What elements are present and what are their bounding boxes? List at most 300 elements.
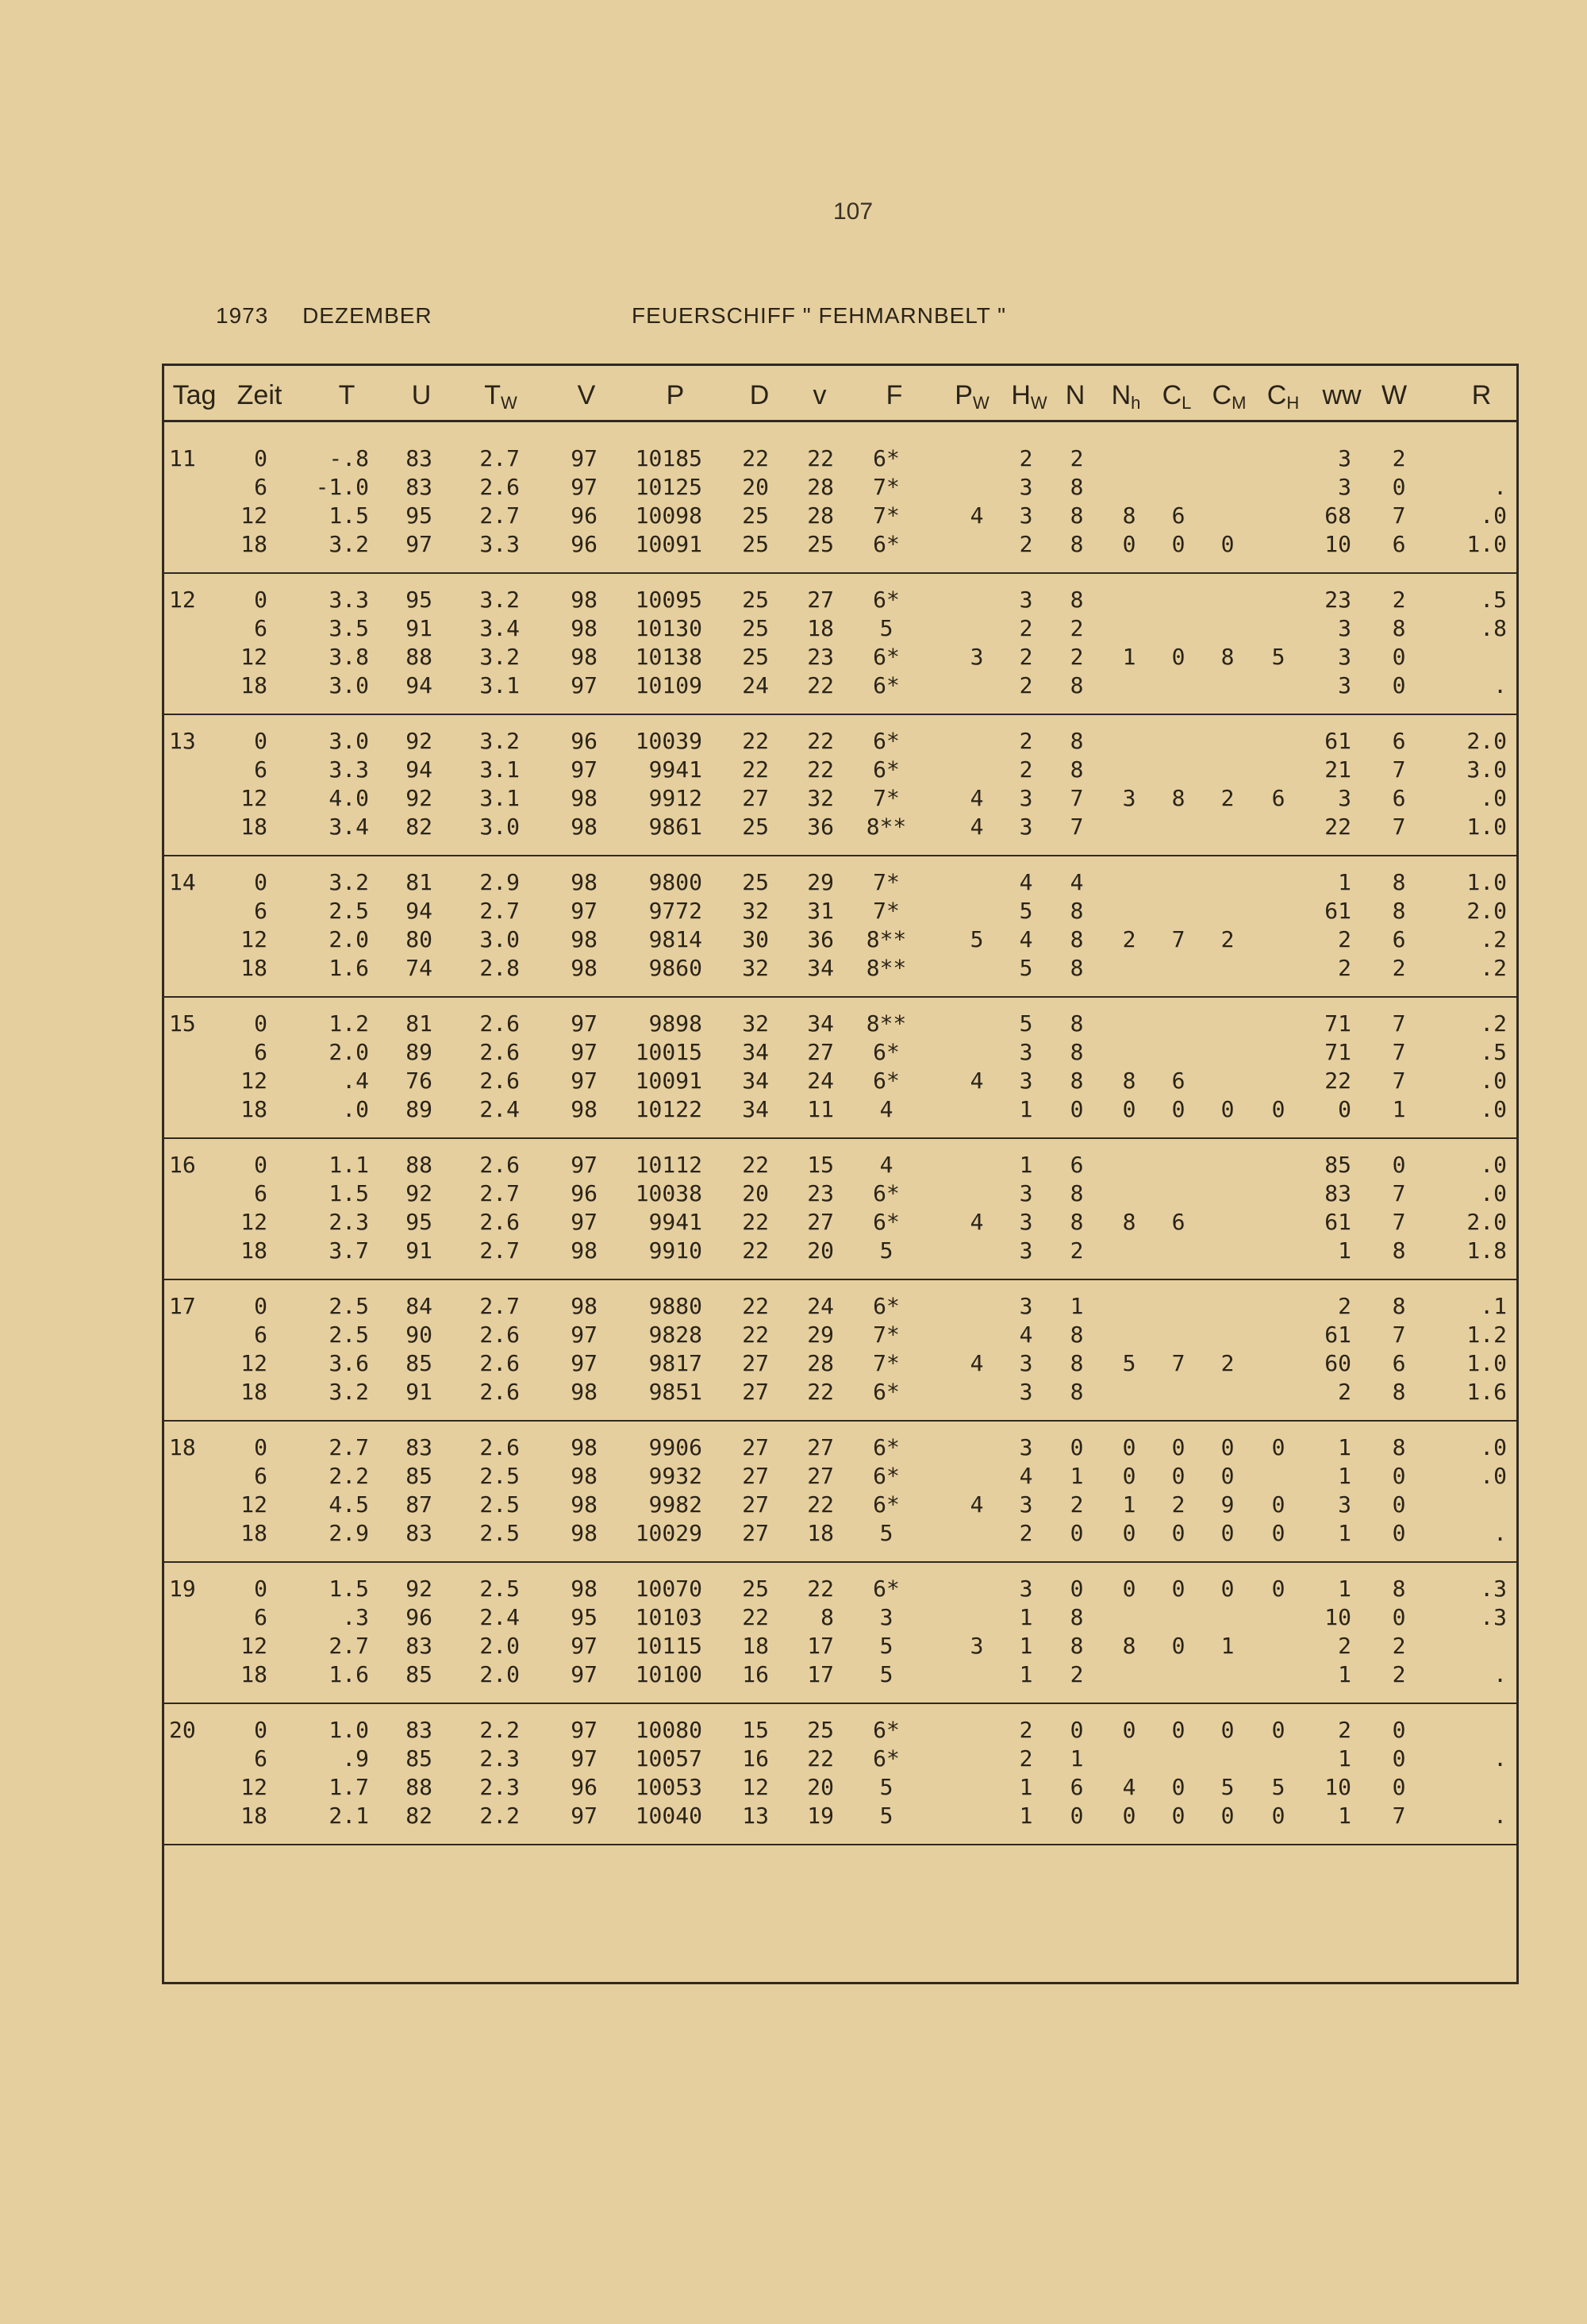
cell-ch: 0 <box>1271 1096 1285 1122</box>
cell-tw: 2.6 <box>479 1010 520 1037</box>
cell-cm: 0 <box>1220 531 1235 557</box>
cell-tw: 2.3 <box>479 1774 520 1800</box>
column-header-hw: $H_W$ <box>1011 380 1047 413</box>
cell-ww: 2 <box>1338 955 1351 981</box>
column-header-cm: $C_M$ <box>1212 380 1247 413</box>
cell-tw: 2.5 <box>479 1576 520 1602</box>
weather-table <box>162 364 1519 1984</box>
cell-u: 94 <box>405 756 432 783</box>
cell-w: 7 <box>1392 1180 1406 1206</box>
cell-u: 82 <box>405 1803 432 1829</box>
cell-ww: 61 <box>1324 1322 1351 1348</box>
cell-d: 22 <box>742 728 769 754</box>
cell-f: 5 <box>879 1661 893 1687</box>
cell-u: 95 <box>405 587 432 613</box>
cell-f: 8** <box>866 955 907 981</box>
cell-d: 32 <box>742 1010 769 1037</box>
cell-v: 22 <box>807 1491 834 1518</box>
cell-u: 95 <box>405 502 432 529</box>
cell-w: 0 <box>1392 1463 1406 1489</box>
cell-zeit: 6 <box>254 898 267 924</box>
cell-p: 10091 <box>635 531 702 557</box>
cell-v: 96 <box>571 531 598 557</box>
cell-f: 7* <box>873 869 900 895</box>
station-name: FEUERSCHIFF " FEHMARNBELT " <box>632 303 1007 328</box>
cell-tw: 3.2 <box>479 587 520 613</box>
day-label: 19 <box>169 1576 196 1602</box>
cell-w: 2 <box>1392 1661 1406 1687</box>
cell-f: 5 <box>879 1774 893 1800</box>
cell-v: 97 <box>571 1745 598 1772</box>
cell-u: 92 <box>405 785 432 811</box>
cell-d: 22 <box>742 1152 769 1178</box>
cell-v: 97 <box>571 1717 598 1743</box>
cell-r: .2 <box>1480 955 1507 981</box>
cell-d: 24 <box>742 672 769 698</box>
cell-n: 0 <box>1070 1803 1084 1829</box>
cell-t: 2.7 <box>329 1633 369 1659</box>
cell-d: 27 <box>742 1520 769 1546</box>
column-header-n: N <box>1065 380 1086 410</box>
cell-v: 98 <box>571 955 598 981</box>
cell-hw: 2 <box>1019 615 1033 641</box>
cell-d: 12 <box>742 1774 769 1800</box>
cell-w: 8 <box>1392 898 1406 924</box>
cell-t: 1.6 <box>329 1661 369 1687</box>
cell-t: 1.0 <box>329 1717 369 1743</box>
cell-zeit: 12 <box>240 926 267 952</box>
cell-w: 8 <box>1392 1434 1406 1460</box>
cell-zeit: 18 <box>240 1379 267 1405</box>
column-header-cl: $C_L$ <box>1162 380 1192 413</box>
cell-zeit: 18 <box>240 1096 267 1122</box>
cell-nh: 1 <box>1122 644 1136 670</box>
cell-t: 1.1 <box>329 1152 369 1178</box>
cell-ww: 22 <box>1324 814 1351 840</box>
cell-n: 2 <box>1070 445 1084 471</box>
cell-v: 22 <box>807 1379 834 1405</box>
cell-f: 6* <box>873 1209 900 1235</box>
cell-zeit: 0 <box>254 869 267 895</box>
cell-zeit: 0 <box>254 1152 267 1178</box>
cell-r: .0 <box>1480 1068 1507 1094</box>
cell-p: 10080 <box>635 1717 702 1743</box>
cell-zeit: 6 <box>254 1745 267 1772</box>
cell-w: 7 <box>1392 1010 1406 1037</box>
cell-hw: 1 <box>1019 1152 1033 1178</box>
cell-hw: 4 <box>1019 926 1033 952</box>
cell-n: 1 <box>1070 1293 1084 1319</box>
cell-n: 0 <box>1070 1576 1084 1602</box>
cell-v: 98 <box>571 1379 598 1405</box>
cell-f: 5 <box>879 1803 893 1829</box>
cell-hw: 1 <box>1019 1774 1033 1800</box>
cell-n: 8 <box>1070 1180 1084 1206</box>
cell-t: 4.0 <box>329 785 369 811</box>
cell-ww: 3 <box>1338 785 1351 811</box>
cell-cm: 0 <box>1220 1520 1235 1546</box>
cell-ww: 61 <box>1324 728 1351 754</box>
cell-zeit: 12 <box>240 785 267 811</box>
cell-u: 76 <box>405 1068 432 1094</box>
cell-t: 1.5 <box>329 502 369 529</box>
cell-d: 15 <box>742 1717 769 1743</box>
cell-t: 1.2 <box>329 1010 369 1037</box>
cell-r: . <box>1493 1661 1507 1687</box>
cell-d: 22 <box>742 445 769 471</box>
cell-d: 25 <box>742 644 769 670</box>
cell-v: 97 <box>571 1322 598 1348</box>
cell-t: 1.5 <box>329 1180 369 1206</box>
day-label: 11 <box>169 445 196 471</box>
group-divider <box>164 1844 1516 1845</box>
cell-v: 95 <box>571 1604 598 1630</box>
cell-f: 6* <box>873 1434 900 1460</box>
cell-zeit: 18 <box>240 531 267 557</box>
cell-ww: 1 <box>1338 1661 1351 1687</box>
cell-w: 7 <box>1392 1209 1406 1235</box>
cell-pw: 4 <box>970 814 984 840</box>
cell-r: 1.8 <box>1466 1237 1507 1264</box>
cell-p: 10103 <box>635 1604 702 1630</box>
cell-t: 2.0 <box>329 1039 369 1065</box>
cell-t: 2.2 <box>329 1463 369 1489</box>
cell-ww: 1 <box>1338 869 1351 895</box>
cell-f: 6* <box>873 531 900 557</box>
cell-r: .8 <box>1480 615 1507 641</box>
cell-f: 7* <box>873 474 900 500</box>
cell-r: .1 <box>1480 1293 1507 1319</box>
cell-v: 22 <box>807 672 834 698</box>
cell-zeit: 18 <box>240 1803 267 1829</box>
cell-hw: 3 <box>1019 1293 1033 1319</box>
cell-p: 10130 <box>635 615 702 641</box>
cell-v: 29 <box>807 869 834 895</box>
cell-v: 27 <box>807 1463 834 1489</box>
cell-zeit: 6 <box>254 1604 267 1630</box>
cell-t: 2.5 <box>329 1293 369 1319</box>
cell-v: 97 <box>571 1803 598 1829</box>
cell-hw: 1 <box>1019 1096 1033 1122</box>
cell-f: 6* <box>873 1576 900 1602</box>
cell-v: 97 <box>571 445 598 471</box>
cell-v: 32 <box>807 785 834 811</box>
cell-v: 28 <box>807 474 834 500</box>
cell-r: .0 <box>1480 502 1507 529</box>
cell-r: 1.6 <box>1466 1379 1507 1405</box>
cell-p: 9932 <box>648 1463 702 1489</box>
cell-hw: 3 <box>1019 1379 1033 1405</box>
cell-cl: 7 <box>1171 1350 1185 1376</box>
cell-f: 7* <box>873 1350 900 1376</box>
cell-r: .3 <box>1480 1576 1507 1602</box>
cell-p: 9861 <box>648 814 702 840</box>
cell-v: 97 <box>571 756 598 783</box>
cell-r: 1.0 <box>1466 814 1507 840</box>
cell-r: . <box>1493 1745 1507 1772</box>
cell-p: 10070 <box>635 1576 702 1602</box>
cell-p: 10109 <box>635 672 702 698</box>
cell-p: 10098 <box>635 502 702 529</box>
cell-zeit: 0 <box>254 587 267 613</box>
cell-zeit: 18 <box>240 1237 267 1264</box>
cell-ww: 68 <box>1324 502 1351 529</box>
cell-ww: 0 <box>1338 1096 1351 1122</box>
cell-p: 9912 <box>648 785 702 811</box>
cell-v: 97 <box>571 1350 598 1376</box>
cell-w: 8 <box>1392 1379 1406 1405</box>
cell-cl: 8 <box>1171 785 1185 811</box>
group-divider <box>164 714 1516 715</box>
cell-hw: 3 <box>1019 474 1033 500</box>
cell-ww: 10 <box>1324 531 1351 557</box>
cell-pw: 4 <box>970 785 984 811</box>
cell-cm: 0 <box>1220 1463 1235 1489</box>
cell-w: 6 <box>1392 531 1406 557</box>
column-header-t: T <box>338 380 355 410</box>
cell-w: 8 <box>1392 1293 1406 1319</box>
cell-u: 84 <box>405 1293 432 1319</box>
cell-w: 2 <box>1392 587 1406 613</box>
cell-cl: 0 <box>1171 644 1185 670</box>
cell-v: 97 <box>571 1661 598 1687</box>
cell-cl: 6 <box>1171 1068 1185 1094</box>
cell-v: 98 <box>571 1520 598 1546</box>
cell-tw: 2.6 <box>479 1152 520 1178</box>
cell-cm: 0 <box>1220 1576 1235 1602</box>
cell-tw: 2.6 <box>479 1350 520 1376</box>
cell-hw: 3 <box>1019 587 1033 613</box>
cell-u: 83 <box>405 445 432 471</box>
cell-hw: 5 <box>1019 1010 1033 1037</box>
cell-zeit: 0 <box>254 1010 267 1037</box>
cell-ww: 23 <box>1324 587 1351 613</box>
cell-tw: 2.0 <box>479 1633 520 1659</box>
cell-ww: 2 <box>1338 1717 1351 1743</box>
cell-t: 3.7 <box>329 1237 369 1264</box>
cell-w: 2 <box>1392 955 1406 981</box>
cell-nh: 0 <box>1122 1803 1136 1829</box>
cell-u: 83 <box>405 1633 432 1659</box>
group-divider <box>164 572 1516 574</box>
cell-t: 2.7 <box>329 1434 369 1460</box>
cell-ch: 0 <box>1271 1717 1285 1743</box>
cell-t: 3.0 <box>329 672 369 698</box>
cell-tw: 2.6 <box>479 1322 520 1348</box>
cell-v: 36 <box>807 926 834 952</box>
cell-v: 97 <box>571 1209 598 1235</box>
cell-v: 34 <box>807 1010 834 1037</box>
cell-r: 2.0 <box>1466 1209 1507 1235</box>
cell-cl: 6 <box>1171 502 1185 529</box>
cell-t: 3.2 <box>329 1379 369 1405</box>
cell-v: 24 <box>807 1293 834 1319</box>
cell-hw: 3 <box>1019 1068 1033 1094</box>
cell-tw: 2.5 <box>479 1491 520 1518</box>
cell-tw: 2.7 <box>479 502 520 529</box>
cell-tw: 3.1 <box>479 785 520 811</box>
cell-zeit: 12 <box>240 644 267 670</box>
cell-f: 4 <box>879 1096 893 1122</box>
cell-ww: 61 <box>1324 1209 1351 1235</box>
cell-cm: 0 <box>1220 1434 1235 1460</box>
cell-ww: 1 <box>1338 1803 1351 1829</box>
cell-v: 27 <box>807 587 834 613</box>
cell-pw: 4 <box>970 1068 984 1094</box>
cell-u: 80 <box>405 926 432 952</box>
cell-v: 96 <box>571 728 598 754</box>
cell-hw: 1 <box>1019 1604 1033 1630</box>
cell-p: 9906 <box>648 1434 702 1460</box>
cell-v: 31 <box>807 898 834 924</box>
cell-r: 1.2 <box>1466 1322 1507 1348</box>
column-header-ww: ww <box>1322 380 1362 410</box>
cell-t: -1.0 <box>315 474 369 500</box>
cell-d: 27 <box>742 1434 769 1460</box>
cell-p: 10122 <box>635 1096 702 1122</box>
cell-p: 10040 <box>635 1803 702 1829</box>
cell-tw: 2.3 <box>479 1745 520 1772</box>
cell-nh: 8 <box>1122 1633 1136 1659</box>
cell-u: 81 <box>405 869 432 895</box>
cell-v: 22 <box>807 728 834 754</box>
day-label: 20 <box>169 1717 196 1743</box>
cell-p: 9941 <box>648 1209 702 1235</box>
cell-v: 24 <box>807 1068 834 1094</box>
cell-f: 6* <box>873 1491 900 1518</box>
cell-n: 8 <box>1070 926 1084 952</box>
cell-v: 23 <box>807 644 834 670</box>
cell-v: 19 <box>807 1803 834 1829</box>
column-header-ch: $C_H$ <box>1266 380 1300 413</box>
cell-w: 8 <box>1392 1576 1406 1602</box>
cell-f: 5 <box>879 1237 893 1264</box>
cell-d: 20 <box>742 474 769 500</box>
cell-d: 25 <box>742 814 769 840</box>
cell-ch: 0 <box>1271 1803 1285 1829</box>
cell-nh: 8 <box>1122 502 1136 529</box>
cell-t: 3.5 <box>329 615 369 641</box>
column-header-u: U <box>411 380 432 410</box>
cell-r: .0 <box>1480 1180 1507 1206</box>
cell-p: 9860 <box>648 955 702 981</box>
cell-v: 97 <box>571 1039 598 1065</box>
cell-t: 3.3 <box>329 756 369 783</box>
cell-ww: 3 <box>1338 644 1351 670</box>
cell-v: 96 <box>571 502 598 529</box>
cell-f: 6* <box>873 445 900 471</box>
cell-v: 98 <box>571 785 598 811</box>
cell-u: 74 <box>405 955 432 981</box>
cell-nh: 3 <box>1122 785 1136 811</box>
cell-u: 82 <box>405 814 432 840</box>
cell-v: 97 <box>571 672 598 698</box>
cell-tw: 2.2 <box>479 1803 520 1829</box>
cell-hw: 2 <box>1019 531 1033 557</box>
cell-ww: 2 <box>1338 1379 1351 1405</box>
cell-nh: 2 <box>1122 926 1136 952</box>
cell-u: 90 <box>405 1322 432 1348</box>
cell-v: 27 <box>807 1209 834 1235</box>
cell-ch: 5 <box>1271 644 1285 670</box>
cell-hw: 3 <box>1019 1209 1033 1235</box>
cell-zeit: 0 <box>254 1576 267 1602</box>
cell-tw: 2.9 <box>479 869 520 895</box>
column-header-v: V <box>577 380 596 410</box>
cell-pw: 4 <box>970 1350 984 1376</box>
cell-tw: 2.6 <box>479 1039 520 1065</box>
report-year: 1973 <box>216 303 269 328</box>
cell-cl: 0 <box>1171 1096 1185 1122</box>
cell-p: 10125 <box>635 474 702 500</box>
cell-r: .0 <box>1480 785 1507 811</box>
group-divider <box>164 1420 1516 1422</box>
cell-t: .0 <box>342 1096 369 1122</box>
cell-n: 0 <box>1070 1717 1084 1743</box>
cell-p: 10095 <box>635 587 702 613</box>
cell-zeit: 12 <box>240 1633 267 1659</box>
cell-hw: 4 <box>1019 1463 1033 1489</box>
cell-f: 5 <box>879 1633 893 1659</box>
cell-f: 6* <box>873 728 900 754</box>
cell-f: 6* <box>873 587 900 613</box>
cell-v: 98 <box>571 1293 598 1319</box>
day-label: 17 <box>169 1293 196 1319</box>
cell-d: 16 <box>742 1661 769 1687</box>
cell-u: 89 <box>405 1039 432 1065</box>
cell-t: 3.2 <box>329 531 369 557</box>
cell-u: 89 <box>405 1096 432 1122</box>
cell-d: 16 <box>742 1745 769 1772</box>
cell-v: 97 <box>571 898 598 924</box>
cell-n: 8 <box>1070 756 1084 783</box>
cell-tw: 2.2 <box>479 1717 520 1743</box>
cell-cl: 7 <box>1171 926 1185 952</box>
cell-p: 9828 <box>648 1322 702 1348</box>
cell-zeit: 0 <box>254 1434 267 1460</box>
cell-v: 28 <box>807 1350 834 1376</box>
cell-hw: 2 <box>1019 672 1033 698</box>
report-month: DEZEMBER <box>302 303 432 328</box>
cell-v: 17 <box>807 1633 834 1659</box>
cell-f: 8** <box>866 814 907 840</box>
cell-t: .9 <box>342 1745 369 1772</box>
cell-v: 29 <box>807 1322 834 1348</box>
cell-n: 7 <box>1070 814 1084 840</box>
cell-r: .0 <box>1480 1434 1507 1460</box>
cell-cm: 5 <box>1220 1774 1235 1800</box>
cell-ch: 0 <box>1271 1434 1285 1460</box>
cell-ww: 2 <box>1338 1293 1351 1319</box>
cell-t: 4.5 <box>329 1491 369 1518</box>
cell-hw: 1 <box>1019 1661 1033 1687</box>
cell-n: 8 <box>1070 728 1084 754</box>
day-label: 14 <box>169 869 196 895</box>
cell-v: 22 <box>807 1745 834 1772</box>
cell-tw: 2.6 <box>479 474 520 500</box>
cell-n: 8 <box>1070 1322 1084 1348</box>
cell-n: 4 <box>1070 869 1084 895</box>
day-label: 18 <box>169 1434 196 1460</box>
cell-u: 88 <box>405 644 432 670</box>
cell-zeit: 18 <box>240 1661 267 1687</box>
group-divider <box>164 1703 1516 1704</box>
cell-v: 97 <box>571 1633 598 1659</box>
column-header-p: P <box>666 380 685 410</box>
cell-r: .3 <box>1480 1604 1507 1630</box>
cell-zeit: 6 <box>254 1463 267 1489</box>
cell-cl: 0 <box>1171 531 1185 557</box>
